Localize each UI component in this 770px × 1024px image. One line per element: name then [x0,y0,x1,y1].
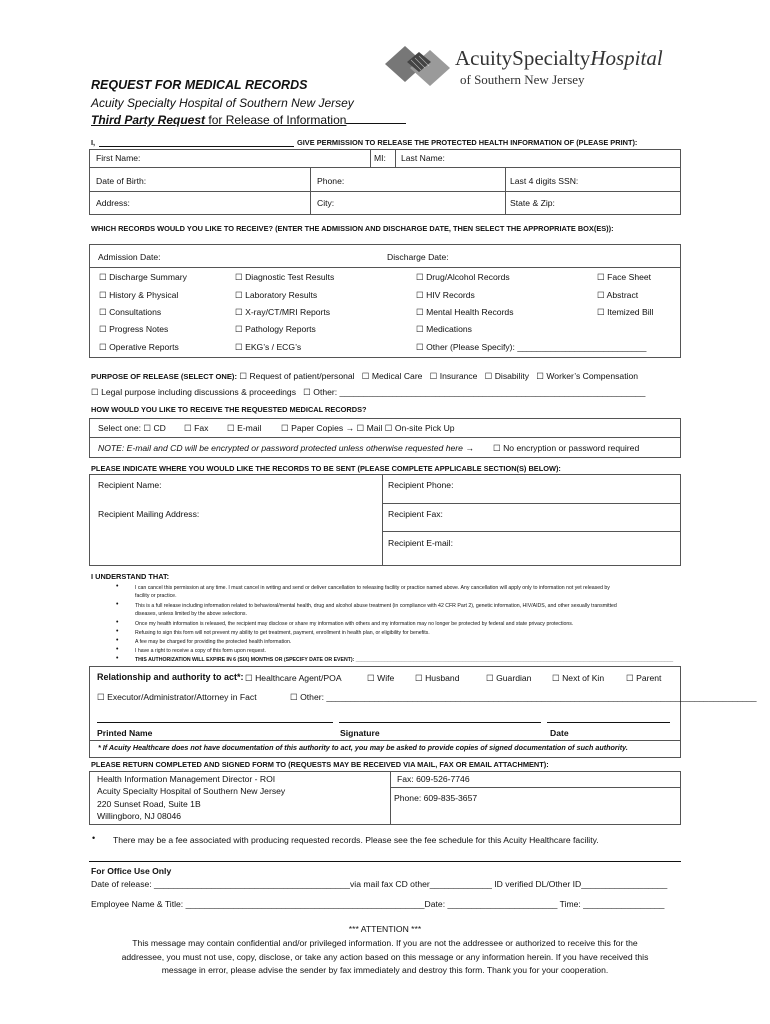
office-divider [89,861,681,862]
page-subtitle: Acuity Specialty Hospital of Southern New Jersey [91,96,354,110]
records-table [89,244,681,358]
understand-item: diseases, unless limited by the above selections. [135,611,247,617]
address-field[interactable]: Address: [96,198,130,208]
checkbox-fax[interactable]: ☐ Fax [184,423,209,433]
checkbox-other-records[interactable]: ☐ Other (Please Specify): ___________________________ [416,342,647,352]
recipient-address-field[interactable]: Recipient Mailing Address: [98,509,200,519]
third-party-heading [91,113,406,127]
permission-statement: GIVE PERMISSION TO RELEASE THE PROTECTED HEALTH INFORMATION OF (PLEASE PRINT): [297,138,638,147]
relationship-label: Relationship and authority to act*: [97,672,244,682]
expiration-item[interactable]: THIS AUTHORIZATION WILL EXPIRE IN 6 (SIX) MONTHS OR (SPECIFY DATE OR EVENT): ______________________________________________________________________________________________________________ [135,657,674,663]
checkbox-xray-reports[interactable]: ☐ X-ray/CT/MRI Reports [235,307,331,317]
receive-question: HOW WOULD YOU LIKE TO RECEIVE THE REQUESTED MEDICAL RECORDS? [91,405,367,414]
send-to-question: PLEASE INDICATE WHERE YOU WOULD LIKE THE RECORDS TO BE SENT (PLEASE COMPLETE APPLICABLE SECTION(S) BELOW): [91,464,561,473]
encryption-note: NOTE: E-mail and CD will be encrypted or password protected unless otherwise requested here → [98,443,474,453]
checkbox-ekg[interactable]: ☐ EKG’s / ECG’s [235,342,302,352]
checkbox-cd[interactable]: Select one: ☐ CD [98,423,166,433]
understand-item: This is a full release including information related to behavioral/mental health, drug and alcohol abuse treatment (in compliance with 42 CFR Part 2), genetic information, HIV/AIDS, and other sexually transmitted [135,603,617,609]
understand-title: I UNDERSTAND THAT: [91,572,170,581]
last-name-field[interactable]: Last Name: [401,153,445,163]
admission-date-field[interactable]: Admission Date: [98,252,161,262]
checkbox-healthcare-agent[interactable]: ☐ Healthcare Agent/POA [245,673,342,683]
checkbox-executor[interactable]: ☐ Executor/Administrator/Attorney in Fact [97,692,257,702]
checkbox-wife[interactable]: ☐ Wife [367,673,395,683]
date-label: Date [550,728,569,738]
checkbox-next-of-kin[interactable]: ☐ Next of Kin [552,673,605,683]
logo-subtitle: of Southern New Jersey [460,72,585,87]
checkbox-drug-alcohol[interactable]: ☐ Drug/Alcohol Records [416,272,510,282]
checkbox-parent[interactable]: ☐ Parent [626,673,662,683]
fee-note: There may be a fee associated with producing requested records. Please see the fee schedule for this Acuity Healthcare facility. [113,835,599,845]
checkbox-abstract[interactable]: ☐ Abstract [597,290,639,300]
return-address-line: Willingboro, NJ 08046 [97,811,182,821]
office-title: For Office Use Only [91,866,172,876]
understand-item: A fee may be charged for providing the protected health information. [135,639,292,645]
date-line[interactable] [547,722,670,723]
attention-line-2: addressee, you must not use, copy, disclose, or take any action based on this message or any information herein. If you have received this [121,952,649,962]
understand-item: I can cancel this permission at any time. I must cancel in writing and send or deliver cancellation to releasing facility or practice named above. Any cancellation will apply only to information not yet released by [135,585,610,591]
checkbox-diagnostic-results[interactable]: ☐ Diagnostic Test Results [235,272,335,282]
understand-item: facility or practice. [135,593,177,599]
dob-field[interactable]: Date of Birth: [96,176,147,186]
first-name-field[interactable]: First Name: [96,153,141,163]
return-address-line: Health Information Management Director - ROI [97,774,276,784]
records-question: WHICH RECORDS WOULD YOU LIKE TO RECEIVE? (ENTER THE ADMISSION AND DISCHARGE DATE, THEN SELECT THE APPROPRIATE BOX(ES)): [91,224,614,233]
checkbox-operative-reports[interactable]: ☐ Operative Reports [99,342,179,352]
requester-name-line[interactable] [99,146,294,147]
recipient-email-field[interactable]: Recipient E-mail: [388,538,453,548]
hospital-logo [385,44,685,94]
checkbox-email[interactable]: ☐ E-mail [227,423,262,433]
state-zip-field[interactable]: State & Zip: [510,198,555,208]
purpose-options-line2[interactable]: ☐ Legal purpose including discussions & proceedings ☐ Other: ________________________________________________________________ [91,387,646,397]
permission-i: I, [91,138,96,147]
logo-name: AcuitySpecialty [455,46,591,70]
purpose-section [91,371,638,382]
return-fax: Fax: 609-526-7746 [397,774,470,784]
checkbox-mental-health[interactable]: ☐ Mental Health Records [416,307,514,317]
checkbox-laboratory-results[interactable]: ☐ Laboratory Results [235,290,318,300]
return-address-line: 220 Sunset Road, Suite 1B [97,799,201,809]
mi-field[interactable]: MI: [374,153,386,163]
attention-line-3: message in error, please advise the sender by fax immediately and destroy this form. Thank you for your cooperation. [161,965,609,975]
printed-name-line[interactable] [97,722,333,723]
authority-note: * If Acuity Healthcare does not have documentation of this authority to act, you may be asked to provide copies of signed documentation of such authority. [98,743,628,752]
city-field[interactable]: City: [317,198,335,208]
discharge-date-field[interactable]: Discharge Date: [387,252,449,262]
checkbox-hiv-records[interactable]: ☐ HIV Records [416,290,475,300]
recipient-phone-field[interactable]: Recipient Phone: [388,480,454,490]
recipient-name-field[interactable]: Recipient Name: [98,480,162,490]
attention-line-1: This message may contain confidential and/or privileged information. If you are not the addressee or authorized to receive this for the [132,938,638,948]
page-title: REQUEST FOR MEDICAL RECORDS [91,78,308,92]
checkbox-other-relationship[interactable]: ☐ Other: __________________________________________________________________________________________ [290,692,757,702]
checkbox-consultations[interactable]: ☐ Consultations [99,307,162,317]
phone-field[interactable]: Phone: [317,176,345,186]
understand-item: Refusing to sign this form will not prevent my ability to get treatment, payment, enrollment in health plan, or eligibility for benefits. [135,630,430,636]
checkbox-medications[interactable]: ☐ Medications [416,324,472,334]
understand-item: I have a right to receive a copy of this form upon request. [135,648,266,654]
signature-line[interactable] [339,722,541,723]
attention-title: *** ATTENTION *** [348,924,422,934]
purpose-options-line1[interactable]: ☐ Request of patient/personal ☐ Medical Care ☐ Insurance ☐ Disability ☐ Worker’s Compensation [239,371,639,381]
checkbox-husband[interactable]: ☐ Husband [415,673,460,683]
understand-item: Once my health information is released, the recipient may disclose or share my information with others and my information may no longer be protected by federal and state privacy protections. [135,621,574,627]
checkbox-guardian[interactable]: ☐ Guardian [486,673,532,683]
recipient-table [89,474,681,566]
recipient-fax-field[interactable]: Recipient Fax: [388,509,443,519]
third-party-rest: for Release of Information [205,113,347,127]
printed-name-label: Printed Name [97,728,153,738]
signature-label: Signature [340,728,380,738]
return-address-line: Acuity Specialty Hospital of Southern New Jersey [97,786,286,796]
third-party-bold: Third Party Request [91,113,206,127]
checkbox-paper-copies[interactable]: ☐ Paper Copies → ☐ Mail ☐ On-site Pick Up [281,423,455,433]
checkbox-discharge-summary[interactable]: ☐ Discharge Summary [99,272,187,282]
ssn-field[interactable]: Last 4 digits SSN: [510,176,579,186]
checkbox-itemized-bill[interactable]: ☐ Itemized Bill [597,307,654,317]
checkbox-progress-notes[interactable]: ☐ Progress Notes [99,324,169,334]
office-line-2[interactable]: Employee Name & Title: __________________________________________________Date: _______________________ Time: _________________ [91,899,665,909]
checkbox-history-physical[interactable]: ☐ History & Physical [99,290,179,300]
logo-name-hospital: Hospital [590,46,663,70]
return-title: PLEASE RETURN COMPLETED AND SIGNED FORM TO (REQUESTS MAY BE RECEIVED VIA MAIL, FAX OR EMAIL ATTACHMENT): [91,760,549,769]
office-line-1[interactable]: Date of release: _________________________________________via mail fax CD other_____________ ID verified DL/Other ID__________________ [91,879,668,889]
purpose-label: PURPOSE OF RELEASE (SELECT ONE): [91,372,237,381]
checkbox-no-encryption[interactable]: ☐ No encryption or password required [493,443,640,453]
return-phone: Phone: 609-835-3657 [394,793,478,803]
checkbox-face-sheet[interactable]: ☐ Face Sheet [597,272,652,282]
checkbox-pathology-reports[interactable]: ☐ Pathology Reports [235,324,316,334]
